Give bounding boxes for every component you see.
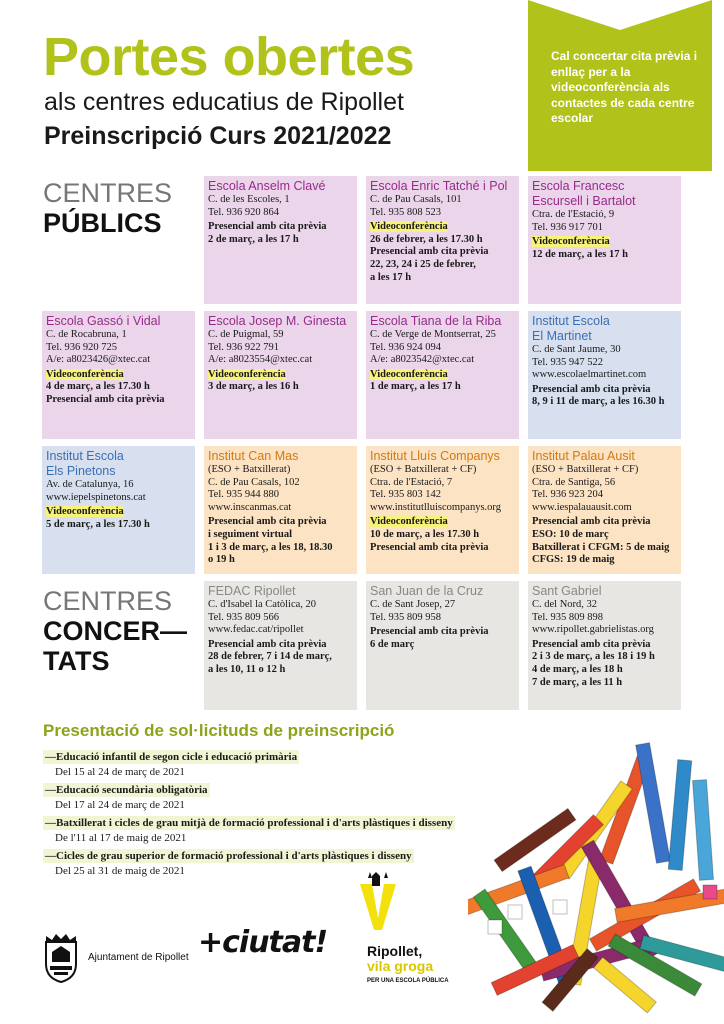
school-contact-line: C. de Rocabruna, 1 — [46, 329, 127, 340]
school-contact-line: C. de Sant Jaume, 30 — [532, 344, 621, 355]
school-name: Escola Tiana de la Riba — [370, 314, 502, 328]
school-contact-line: C. de Puigmal, 59 — [208, 329, 284, 340]
mes-ciutat-logo: +ciutat! — [198, 925, 328, 960]
school-contact-line: C. de Verge de Montserrat, 25 — [370, 329, 496, 340]
highlight-text: Videoconferència — [370, 516, 448, 528]
section-label-concertats — [43, 586, 187, 676]
application-period-level: —Educació secundària obligatòria — [45, 784, 208, 796]
open-day-detail: Presencial amb cita prèvia — [532, 383, 651, 395]
open-day-detail: 3 de març, a les 16 h — [208, 381, 299, 393]
school-name: Escola Enric Tatché i Pol — [370, 179, 508, 193]
ripollet-vila-groga-line2: vila groga — [367, 958, 434, 974]
highlight-text: Videoconferència — [208, 368, 286, 380]
open-day-detail: o 19 h — [208, 554, 235, 566]
application-period-level: —Batxillerat i cicles de grau mitjà de formació professional i d'arts plàstiques i disseny — [45, 817, 453, 829]
videoconference-label — [46, 506, 195, 519]
school-contact-line: C. del Nord, 32 — [532, 599, 598, 610]
school-name: Escola Anselm Clavé — [208, 179, 326, 193]
school-contact-line: Tel. 935 947 522 — [532, 356, 604, 368]
highlight-text: Videoconferència — [532, 236, 610, 248]
school-contact-line: C. de Pau Casals, 101 — [370, 194, 462, 205]
application-period-level: —Cicles de grau superior de formació professional i d'arts plàstiques i disseny — [45, 850, 412, 862]
school-contact-line: Tel. 935 944 880 — [208, 489, 280, 501]
open-day-detail: 22, 23, 24 i 25 de febrer, — [370, 258, 476, 270]
school-name: San Juan de la Cruz — [370, 584, 484, 598]
school-contact-line: www.inscanmas.cat — [208, 501, 292, 513]
school-contact-line: Ctra. de Santiga, 56 — [532, 476, 616, 488]
open-day-detail: 2 de març, a les 17 h — [208, 233, 299, 245]
school-contact-line: A/e: a8023554@xtec.cat — [208, 354, 313, 366]
school-card — [528, 446, 681, 574]
school-contact-line: Tel. 935 809 958 — [370, 611, 442, 623]
school-card — [366, 446, 519, 574]
section-label-line: CENTRES — [43, 178, 173, 208]
open-day-detail: i seguiment virtual — [208, 528, 292, 540]
school-name: Escola Gassó i Vidal — [46, 314, 161, 328]
videoconference-label — [46, 369, 195, 382]
school-contact-line: Tel. 936 917 701 — [532, 221, 604, 233]
school-card — [42, 311, 195, 439]
open-day-detail: Presencial amb cita prèvia — [370, 246, 489, 258]
open-day-detail: 26 de febrer, a les 17.30 h — [370, 233, 483, 245]
open-day-detail: 1 i 3 de març, a les 18, 18.30 — [208, 541, 333, 553]
videoconference-label — [370, 516, 519, 529]
school-contact-line: Ctra. de l'Estació, 9 — [532, 209, 615, 220]
pencil-logo-icon — [358, 872, 398, 942]
school-card — [366, 176, 519, 304]
school-card — [204, 176, 357, 304]
open-day-detail: 12 de març, a les 17 h — [532, 248, 628, 260]
open-day-detail: a les 10, 11 o 12 h — [208, 663, 286, 675]
highlight-text: Videoconferència — [370, 368, 448, 380]
school-contact-line: www.iepelspinetons.cat — [46, 491, 146, 503]
school-card — [204, 446, 357, 574]
school-contact-line: www.fedac.cat/ripollet — [208, 624, 304, 636]
videoconference-label — [208, 369, 357, 382]
banner-text: Cal concertar cita prèvia i enllaç per a la videoconferència als contactes de cada centre escolar — [551, 49, 698, 125]
school-contact-line: Ctra. de l'Estació, 7 — [370, 476, 453, 488]
application-period-dates: Del 25 al 31 de maig de 2021 — [55, 865, 185, 877]
school-name: Sant Gabriel — [532, 584, 602, 598]
open-day-detail: Presencial amb cita prèvia — [532, 516, 651, 528]
videoconference-label — [370, 221, 519, 234]
course-heading: Preinscripció Curs 2021/2022 — [44, 122, 392, 150]
page-subtitle: als centres educatius de Ripollet — [44, 88, 404, 116]
open-day-detail: Presencial amb cita prèvia — [532, 638, 651, 650]
school-name: Institut Palau Ausit — [532, 449, 635, 463]
highlight-text: Videoconferència — [370, 221, 448, 233]
school-name: Institut Escola — [532, 314, 610, 328]
open-day-detail: 4 de març, a les 18 h — [532, 663, 623, 675]
open-day-detail: CFGS: 19 de maig — [532, 554, 615, 566]
school-contact-line: Tel. 936 924 094 — [370, 341, 442, 353]
open-day-detail: 8, 9 i 11 de març, a les 16.30 h — [532, 396, 665, 408]
school-contact-line: Tel. 935 803 142 — [370, 489, 442, 501]
school-contact-line: Tel. 936 920 725 — [46, 341, 118, 353]
ripollet-vila-groga-line1: Ripollet, — [367, 943, 423, 959]
application-period-dates: De l'11 al 17 de maig de 2021 — [55, 832, 187, 844]
school-card — [528, 581, 681, 710]
open-day-detail: 2 i 3 de març, a les 18 i 19 h — [532, 651, 655, 663]
application-period-item — [43, 747, 299, 780]
application-period-dates: Del 15 al 24 de març de 2021 — [55, 766, 185, 778]
school-contact-line: www.ripollet.gabrielistas.org — [532, 624, 654, 636]
open-day-detail: 28 de febrer, 7 i 14 de març, — [208, 651, 332, 663]
school-card — [204, 311, 357, 439]
school-card — [366, 311, 519, 439]
applications-title: Presentació de sol·licituds de preinscripció — [43, 721, 395, 740]
open-day-detail: 7 de març, a les 11 h — [532, 676, 623, 688]
open-day-detail: 6 de març — [370, 638, 415, 650]
highlight-text: Videoconferència — [46, 506, 124, 518]
school-contact-line: C. de les Escoles, 1 — [208, 194, 290, 205]
open-day-detail: Presencial amb cita prèvia — [208, 221, 327, 233]
application-period-item — [43, 813, 455, 846]
school-name: Institut Lluís Companys — [370, 449, 500, 463]
school-contact-line: www.institutlluiscompanys.org — [370, 501, 501, 513]
school-card — [366, 581, 519, 710]
highlight-text: Videoconferència — [46, 368, 124, 380]
school-contact-line: www.escolaelmartinet.com — [532, 369, 647, 381]
school-contact-line: C. de Pau Casals, 102 — [208, 476, 300, 488]
open-day-detail: 10 de març, a les 17.30 h — [370, 528, 480, 540]
ripollet-coat-of-arms-icon — [40, 932, 82, 984]
school-name: FEDAC Ripollet — [208, 584, 296, 598]
ripollet-vila-groga-tagline: PER UNA ESCOLA PÚBLICA — [367, 978, 449, 984]
school-contact-line: Tel. 936 922 791 — [208, 341, 280, 353]
school-contact-line: Tel. 935 808 523 — [370, 206, 442, 218]
school-contact-line: (ESO + Batxillerat + CF) — [532, 464, 639, 475]
section-label-line: PÚBLICS — [43, 208, 162, 238]
school-name: Els Pinetons — [46, 464, 116, 478]
school-contact-line: Tel. 936 920 864 — [208, 206, 280, 218]
open-day-detail: 5 de març, a les 17.30 h — [46, 518, 150, 530]
school-card — [204, 581, 357, 710]
school-name: Escola Francesc — [532, 179, 625, 193]
school-contact-line: C. de Sant Josep, 27 — [370, 599, 456, 610]
page-title: Portes obertes — [43, 27, 415, 87]
open-day-detail: a les 17 h — [370, 271, 412, 283]
application-period-item — [43, 780, 210, 813]
application-period-dates: Del 17 al 24 de març de 2021 — [55, 799, 185, 811]
school-contact-line: (ESO + Batxillerat) — [208, 464, 291, 475]
section-label-line: CONCER— — [43, 616, 188, 646]
open-day-detail: Batxillerat i CFGM: 5 de maig — [532, 541, 670, 553]
school-name: Institut Can Mas — [208, 449, 299, 463]
section-label-line: CENTRES — [43, 586, 173, 616]
open-day-detail: Presencial amb cita prèvia — [370, 626, 489, 638]
open-day-detail: Presencial amb cita prèvia — [370, 541, 489, 553]
school-contact-line: Tel. 935 809 566 — [208, 611, 280, 623]
banner-notch-shape — [528, 0, 712, 40]
school-contact-line: (ESO + Batxillerat + CF) — [370, 464, 477, 475]
school-contact-line: Tel. 936 923 204 — [532, 489, 604, 501]
school-name: Escursell i Bartalot — [532, 194, 636, 208]
school-contact-line: C. d'Isabel la Catòlica, 20 — [208, 599, 317, 610]
school-card — [42, 446, 195, 574]
videoconference-label — [532, 236, 681, 249]
school-contact-line: A/e: a8023542@xtec.cat — [370, 354, 475, 366]
videoconference-label — [370, 369, 519, 382]
school-contact-line: A/e: a8023426@xtec.cat — [46, 354, 151, 366]
school-card — [528, 176, 681, 304]
open-day-detail: Presencial amb cita prèvia — [208, 516, 327, 528]
school-card — [528, 311, 681, 439]
school-contact-line: Av. de Catalunya, 16 — [46, 479, 134, 490]
section-label-publics — [43, 178, 172, 238]
cuisenaire-rods-illustration — [468, 735, 724, 1024]
school-contact-line: Tel. 935 809 898 — [532, 611, 604, 623]
school-name: Institut Escola — [46, 449, 124, 463]
ajuntament-label: Ajuntament de Ripollet — [88, 952, 189, 963]
open-day-detail: 4 de març, a les 17.30 h — [46, 381, 150, 393]
application-period-level: —Educació infantil de segon cicle i educació primària — [45, 751, 298, 763]
open-day-detail: ESO: 10 de març — [532, 528, 609, 540]
open-day-detail: Presencial amb cita prèvia — [46, 393, 165, 405]
school-name: Escola Josep M. Ginesta — [208, 314, 347, 328]
school-name: El Martinet — [532, 329, 592, 343]
open-day-detail: 1 de març, a les 17 h — [370, 381, 461, 393]
school-contact-line: www.iespalauausit.com — [532, 501, 632, 513]
section-label-line: TATS — [43, 646, 110, 676]
open-day-detail: Presencial amb cita prèvia — [208, 638, 327, 650]
